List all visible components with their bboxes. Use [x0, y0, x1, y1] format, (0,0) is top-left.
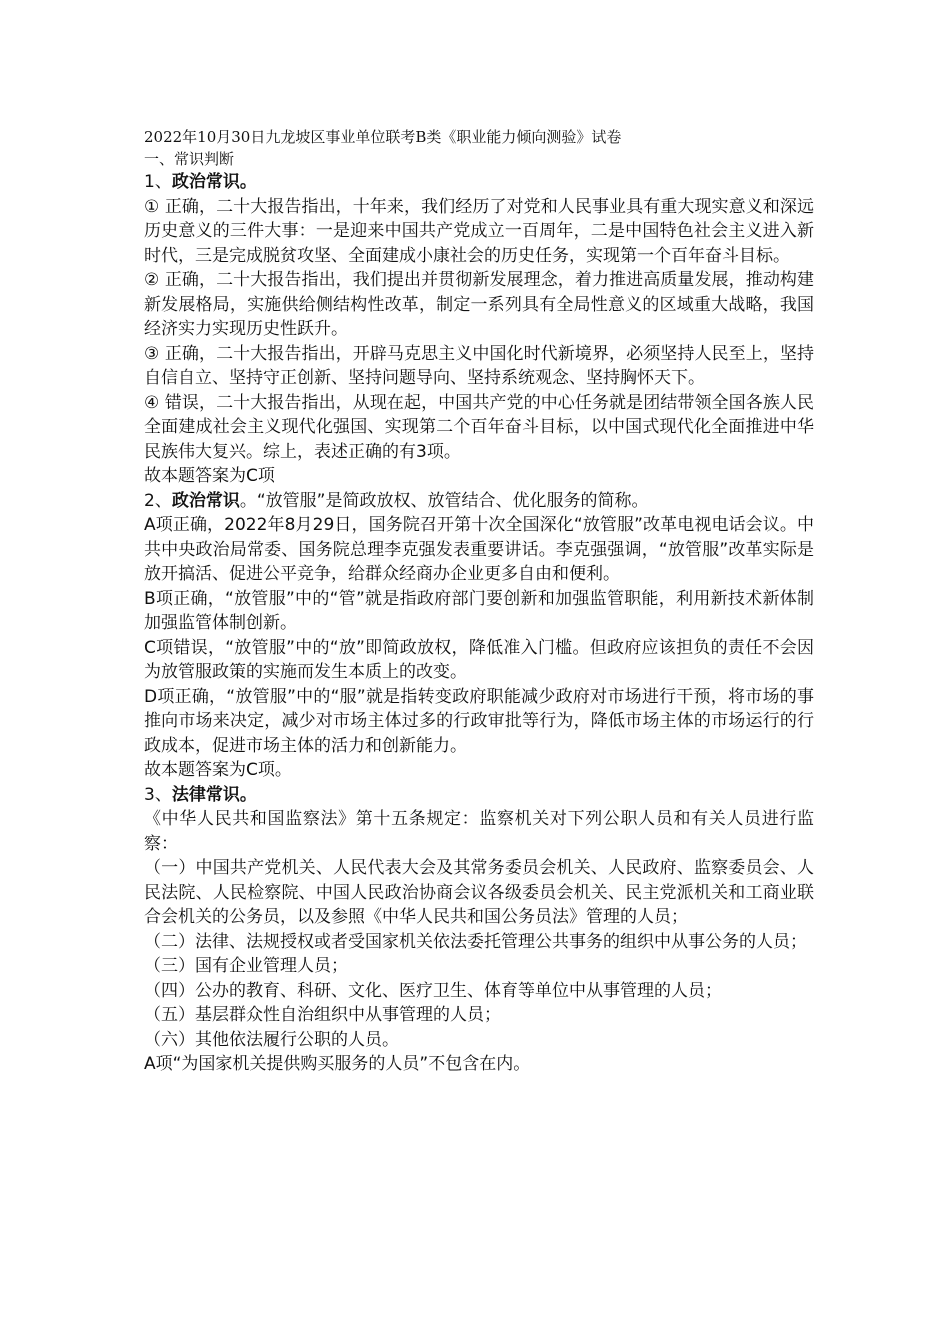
- question-3-topic: 法律常识。: [171, 784, 257, 805]
- question-1-number: 1、: [144, 172, 172, 192]
- question-2-item-b: B项正确，“放管服”中的“管”就是指政府部门要创新和加强监管职能，利用新技术新体制加强监管体制创新。: [144, 588, 814, 633]
- document-body: [144, 127, 814, 1077]
- exam-title: 2022年10月30日九龙坡区事业单位联考B类《职业能力倾向测验》试卷: [144, 128, 622, 146]
- question-3-clause-3: （三）国有企业管理人员；: [144, 956, 348, 976]
- question-3-clause-1: （一）中国共产党机关、人民代表大会及其常务委员会机关、人民政府、监察委员会、人民法院、人民检察院、中国人民政治协商会议各级委员会机关、民主党派机关和工商业联合会机关的公务员，以及参照《中华人民共和国公务员法》管理的人员；: [144, 858, 814, 927]
- section-heading: 一、常识判断: [144, 150, 235, 168]
- question-3-clause-6: （六）其他依法履行公职的人员。: [144, 1029, 399, 1050]
- question-2-answer: 故本题答案为C项。: [144, 760, 292, 780]
- question-2-item-c: C项错误，“放管服”中的“放”即简政放权，降低准入门槛。但政府应该担负的责任不会因为放管服政策的实施而发生本质上的改变。: [144, 637, 814, 682]
- question-3-number: 3、: [144, 784, 172, 805]
- question-2-intro: 。“放管服”是简政放权、放管结合、优化服务的简称。: [239, 490, 649, 511]
- question-1-item-2: ② 正确，二十大报告指出，我们提出并贯彻新发展理念，着力推进高质量发展，推动构建新发展格局，实施供给侧结构性改革，制定一系列具有全局性意义的区域重大战略，我国经济实力实现历史性跃升。: [144, 270, 814, 339]
- question-1-item-1: ① 正确，二十大报告指出，十年来，我们经历了对党和人民事业具有重大现实意义和深远历史意义的三件大事：一是迎来中国共产党成立一百周年，二是中国特色社会主义进入新时代，三是完成脱贫攻坚、全面建成小康社会的历史任务，实现第一个百年奋斗目标。: [144, 196, 814, 266]
- question-2-topic: 政治常识: [171, 490, 240, 511]
- question-3-clause-2: （二）法律、法规授权或者受国家机关依法委托管理公共事务的组织中从事公务的人员；: [144, 931, 807, 952]
- question-3-option-a: A项“为国家机关提供购买服务的人员”不包含在内。: [144, 1054, 531, 1074]
- question-1-answer: 故本题答案为C项: [144, 466, 275, 486]
- question-1-item-3: ③ 正确，二十大报告指出，开辟马克思主义中国化时代新境界，必须坚持人民至上，坚持自信自立、坚持守正创新、坚持问题导向、坚持系统观念、坚持胸怀天下。: [144, 343, 814, 388]
- question-1-heading: [144, 170, 814, 195]
- question-3-heading: [144, 783, 814, 808]
- question-1-item-4: ④ 错误，二十大报告指出，从现在起，中国共产党的中心任务就是团结带领全国各族人民全面建成社会主义现代化强国、实现第二个百年奋斗目标，以中国式现代化全面推进中华民族伟大复兴。综上，表述正确的有3项。: [144, 392, 814, 462]
- question-1-topic: 政治常识。: [171, 172, 257, 192]
- question-2-number: 2、: [144, 490, 172, 511]
- question-3-clause-4: （四）公办的教育、科研、文化、医疗卫生、体育等单位中从事管理的人员；: [144, 980, 722, 1001]
- question-3-law-citation: 《中华人民共和国监察法》第十五条规定：监察机关对下列公职人员和有关人员进行监察：: [144, 809, 814, 854]
- question-2-item-d: D项正确，“放管服”中的“服”就是指转变政府职能减少政府对市场进行干预，将市场的事推向市场来决定，减少对市场主体过多的行政审批等行为，降低市场主体的市场运行的行政成本，促进市场主体的活力和创新能力。: [144, 686, 814, 756]
- question-2-heading: [144, 489, 814, 514]
- question-2-item-a: A项正确，2022年8月29日，国务院召开第十次全国深化“放管服”改革电视电话会议。中共中央政治局常委、国务院总理李克强发表重要讲话。李克强强调，“放管服”改革实际是放开搞活、促进公平竞争，给群众经商办企业更多自由和便利。: [144, 515, 814, 584]
- question-3-clause-5: （五）基层群众性自治组织中从事管理的人员；: [144, 1005, 501, 1025]
